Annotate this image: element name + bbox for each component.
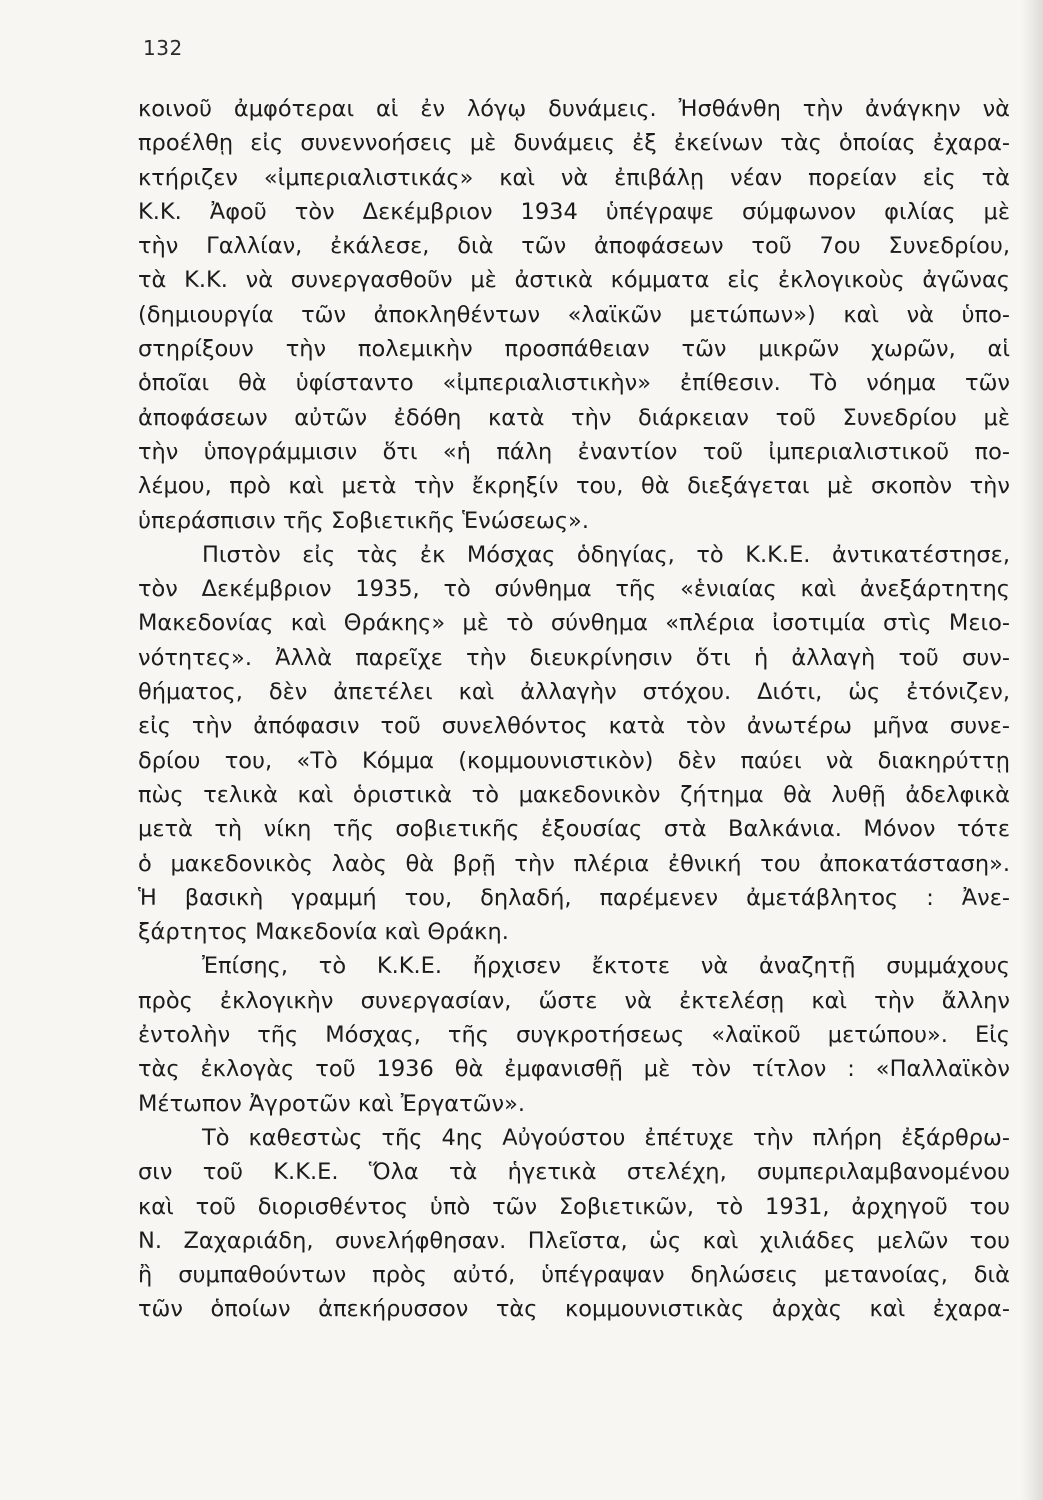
text-line: τὴν Γαλλίαν, ἐκάλεσε, διὰ τῶν ἀποφάσεων τοῦ 7ου Συνεδρίου, (138, 233, 1010, 260)
text-line: ξάρτητος Μακεδονία καὶ Θράκη. (138, 919, 509, 946)
text-line: Μέτωπον Ἀγροτῶν καὶ Ἐργατῶν». (138, 1090, 526, 1117)
text-line: πρὸς ἐκλογικὴν συνεργασίαν, ὥστε νὰ ἐκτελέσῃ καὶ τὴν ἄλλην (138, 987, 1010, 1014)
text-line: τὰς ἐκλογὰς τοῦ 1936 θὰ ἐμφανισθῇ μὲ τὸν τίτλον : «Παλλαϊκὸν (138, 1056, 1010, 1083)
text-line: (δημιουργία τῶν ἀποκληθέντων «λαϊκῶν μετώπων») καὶ νὰ ὑπο- (138, 301, 1010, 328)
text-line: λέμου, πρὸ καὶ μετὰ τὴν ἔκρηξίν του, θὰ διεξάγεται μὲ σκοπὸν τὴν (138, 473, 1010, 500)
text-line: κτήριζεν «ἰμπεριαλιστικάς» καὶ νὰ ἐπιβάλῃ νέαν πορείαν εἰς τὰ (138, 164, 1010, 191)
text-line: προέλθῃ εἰς συνεννοήσεις μὲ δυνάμεις ἐξ ἐκείνων τὰς ὁποίας ἐχαρα- (138, 130, 1010, 157)
text-line: ὁποῖαι θὰ ὑφίσταντο «ἰμπεριαλιστικὴν» ἐπίθεσιν. Τὸ νόημα τῶν (138, 370, 1010, 397)
text-line: τὰ Κ.Κ. νὰ συνεργασθοῦν μὲ ἀστικὰ κόμματα εἰς ἐκλογικοὺς ἀγῶνας (138, 267, 1010, 294)
text-line: Πιστὸν εἰς τὰς ἐκ Μόσχας ὁδηγίας, τὸ Κ.Κ.Ε. ἀντικατέστησε, (202, 541, 1010, 568)
text-line: εἰς τὴν ἀπόφασιν τοῦ συνελθόντος κατὰ τὸν ἀνωτέρω μῆνα συνε- (138, 713, 1010, 740)
text-line: μετὰ τὴ νίκη τῆς σοβιετικῆς ἐξουσίας στὰ Βαλκάνια. Μόνον τότε (138, 816, 1010, 843)
text-line: ἢ συμπαθούντων πρὸς αὐτό, ὑπέγραψαν δηλώσεις μετανοίας, διὰ (138, 1262, 1010, 1289)
text-line: τὸν Δεκέμβριον 1935, τὸ σύνθημα τῆς «ἑνιαίας καὶ ἀνεξάρτητης (138, 576, 1010, 603)
page-edge-shadow (1021, 0, 1043, 1500)
text-line: καὶ τοῦ διορισθέντος ὑπὸ τῶν Σοβιετικῶν, τὸ 1931, ἀρχηγοῦ του (138, 1193, 1010, 1220)
text-line: Ἡ βασικὴ γραμμή του, δηλαδή, παρέμενεν ἀμετάβλητος : Ἀνε- (138, 884, 1010, 911)
text-line: τὴν ὑπογράμμισιν ὅτι «ἡ πάλη ἐναντίον τοῦ ἰμπεριαλιστικοῦ πο- (138, 438, 1010, 465)
text-line: ἐντολὴν τῆς Μόσχας, τῆς συγκροτήσεως «λαϊκοῦ μετώπου». Εἰς (138, 1022, 1010, 1049)
text-line: Τὸ καθεστὼς τῆς 4ης Αὐγούστου ἐπέτυχε τὴν πλήρη ἐξάρθρω- (202, 1124, 1010, 1151)
text-line: νότητες». Ἀλλὰ παρεῖχε τὴν διευκρίνησιν ὅτι ἡ ἀλλαγὴ τοῦ συν- (138, 644, 1010, 671)
text-line: ἀποφάσεων αὐτῶν ἐδόθη κατὰ τὴν διάρκειαν τοῦ Συνεδρίου μὲ (138, 404, 1010, 431)
text-line: Ν. Ζαχαριάδη, συνελήφθησαν. Πλεῖστα, ὡς καὶ χιλιάδες μελῶν του (138, 1227, 1010, 1254)
text-line: σιν τοῦ Κ.Κ.Ε. Ὅλα τὰ ἡγετικὰ στελέχη, συμπεριλαμβανομένου (138, 1159, 1010, 1186)
text-line: θήματος, δὲν ἀπετέλει καὶ ἀλλαγὴν στόχου. Διότι, ὡς ἐτόνιζεν, (138, 679, 1010, 706)
text-line: πὼς τελικὰ καὶ ὁριστικὰ τὸ μακεδονικὸν ζήτημα θὰ λυθῇ ἀδελφικὰ (138, 781, 1010, 808)
text-line: Μακεδονίας καὶ Θράκης» μὲ τὸ σύνθημα «πλέρια ἰσοτιμία στὶς Μειο- (138, 610, 1010, 637)
text-line: τῶν ὁποίων ἀπεκήρυσσον τὰς κομμουνιστικὰς ἀρχὰς καὶ ἐχαρα- (138, 1296, 1010, 1323)
text-line: δρίου του, «Τὸ Κόμμα (κομμουνιστικὸν) δὲν παύει νὰ διακηρύττῃ (138, 747, 1010, 774)
text-line: Κ.Κ. Ἀφοῦ τὸν Δεκέμβριον 1934 ὑπέγραψε σύμφωνον φιλίας μὲ (138, 198, 1010, 225)
text-line: Ἐπίσης, τὸ Κ.Κ.Ε. ἤρχισεν ἔκτοτε νὰ ἀναζητῇ συμμάχους (202, 953, 1010, 980)
text-line: ὁ μακεδονικὸς λαὸς θὰ βρῇ τὴν πλέρια ἐθνική του ἀποκατάσταση». (138, 850, 1010, 877)
body-text (138, 92, 1010, 1327)
page-number: 132 (143, 36, 183, 60)
text-line: στηρίξουν τὴν πολεμικὴν προσπάθειαν τῶν μικρῶν χωρῶν, αἱ (138, 336, 1010, 363)
text-line: κοινοῦ ἀμφότεραι αἱ ἐν λόγῳ δυνάμεις. Ἠσθάνθη τὴν ἀνάγκην νὰ (138, 96, 1010, 122)
text-line: ὑπεράσπισιν τῆς Σοβιετικῆς Ἑνώσεως». (138, 507, 589, 534)
